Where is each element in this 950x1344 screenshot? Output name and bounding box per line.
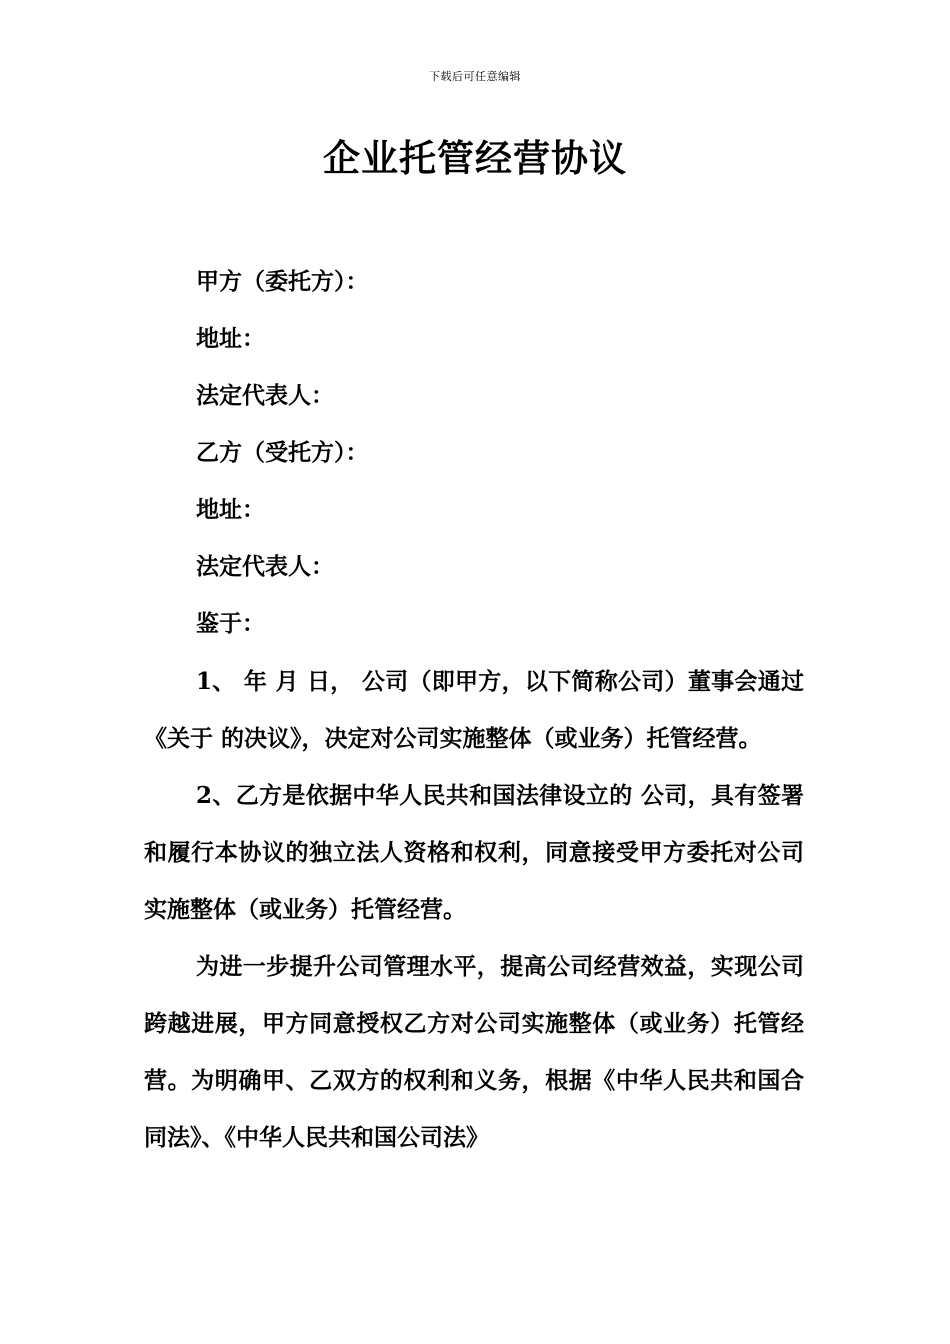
whereas-label: 鉴于：	[196, 610, 265, 637]
clause-1: 1、 年 月 日， 公司（即甲方，以下简称公司）董事会通过《关于 的决议》，决定对公司实施整体（或业务）托管经营。	[144, 668, 804, 752]
party-a-address-label: 地址：	[196, 325, 265, 352]
party-a-legal-rep-label: 法定代表人：	[196, 382, 334, 409]
clause-2: 2、乙方是依据中华人民共和国法律设立的 公司，具有签署和履行本协议的独立法人资格和权利，同意接受甲方委托对公司实施整体（或业务）托管经营。	[144, 782, 804, 923]
party-b-legal-rep-label: 法定代表人：	[196, 553, 334, 580]
document-title: 企业托管经营协议	[323, 136, 627, 180]
party-a-label: 甲方（委托方）：	[196, 268, 369, 295]
page-header-note: 下载后可任意编辑	[429, 70, 521, 83]
clause-preamble: 为进一步提升公司管理水平，提高公司经营效益，实现公司跨越进展，甲方同意授权乙方对公司实施整体（或业务）托管经营。为明确甲、乙双方的权利和义务，根据《中华人民共和国合同法》、《中华人民共和国公司法》	[144, 953, 804, 1151]
party-b-label: 乙方（受托方）：	[196, 439, 369, 466]
party-b-address-label: 地址：	[196, 496, 265, 523]
parties-section	[144, 253, 804, 652]
clauses-section	[144, 653, 804, 1166]
